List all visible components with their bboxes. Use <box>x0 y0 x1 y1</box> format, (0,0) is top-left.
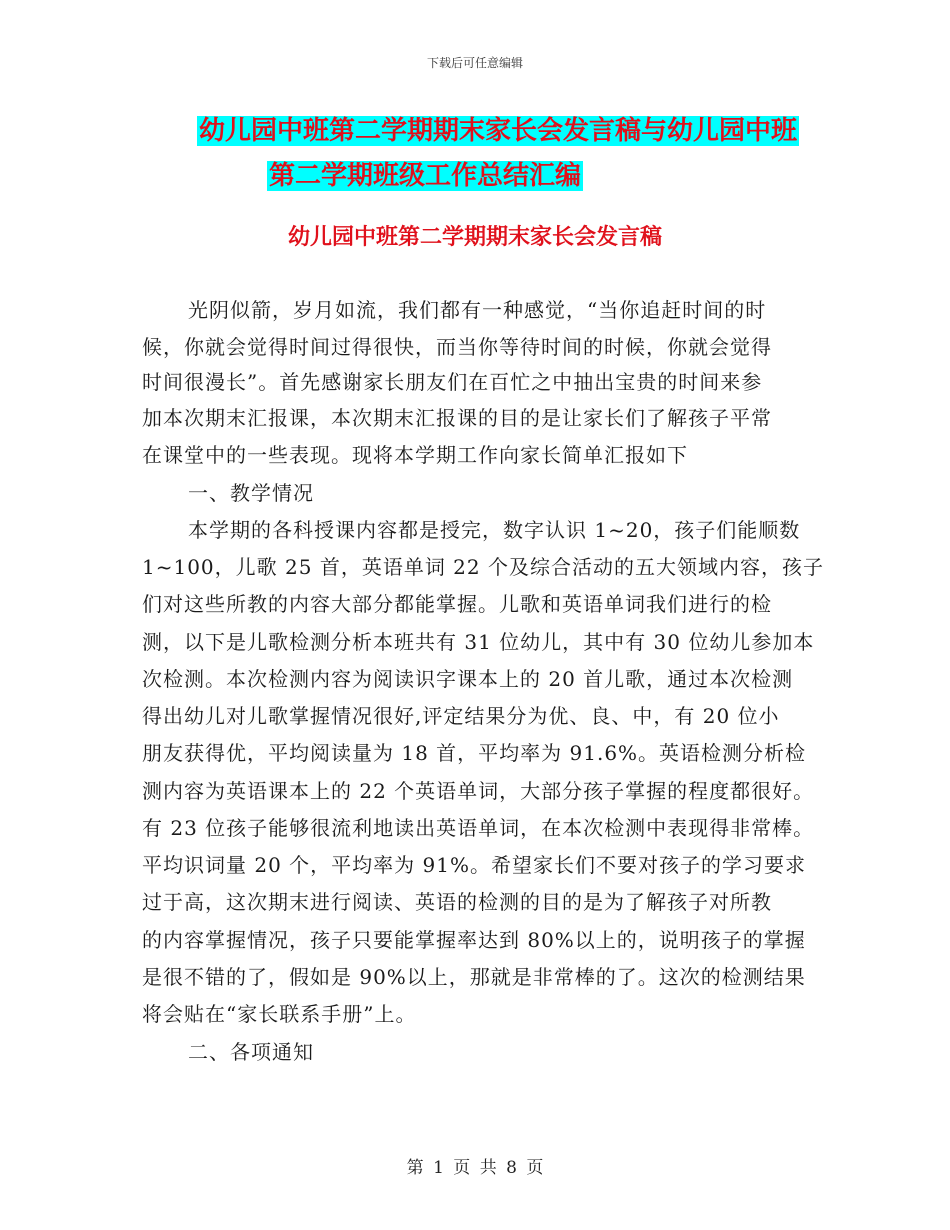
page-header-note: 下载后可任意编辑 <box>426 56 523 70</box>
paragraph-line: 测，以下是儿歌检测分析本班共有 31 位幼儿，其中有 30 位幼儿参加本 <box>142 630 815 654</box>
paragraph-line: 本学期的各科授课内容都是授完，数字认识 1~20，孩子们能顺数 <box>188 518 801 542</box>
paragraph-line: 光阴似箭，岁月如流，我们都有一种感觉，“当你追赶时间的时 <box>188 298 767 322</box>
paragraph-line: 朋友获得优，平均阅读量为 18 首，平均率为 91.6%。英语检测分析检 <box>142 741 807 765</box>
paragraph-line: 们对这些所教的内容大部分都能掌握。儿歌和英语单词我们进行的检 <box>142 592 772 616</box>
paragraph-line: 候，你就会觉得时间过得很快，而当你等待时间的时候，你就会觉得 <box>142 335 772 359</box>
document-title-line-1 <box>23 110 950 152</box>
paragraph-line: 1~100，儿歌 25 首，英语单词 22 个及综合活动的五大领域内容，孩子 <box>142 555 824 579</box>
paragraph-line: 次检测。本次检测内容为阅读识字课本上的 20 首儿歌，通过本次检测 <box>142 667 794 691</box>
heading-notices: 二、各项通知 <box>188 1040 314 1064</box>
paragraph-line: 过于高，这次期末进行阅读、英语的检测的目的是为了解孩子对所教 <box>142 890 772 914</box>
paragraph-line: 平均识词量 20 个，平均率为 91%。希望家长们不要对孩子的学习要求 <box>142 853 806 877</box>
paragraph-line: 将会贴在“家长联系手册”上。 <box>142 1002 417 1026</box>
paragraph-line: 测内容为英语课本上的 22 个英语单词，大部分孩子掌握的程度都很好。 <box>142 779 815 803</box>
heading-teaching: 一、教学情况 <box>188 481 314 505</box>
page-number-footer: 第 1 页 共 8 页 <box>406 1158 544 1178</box>
paragraph-line: 的内容掌握情况，孩子只要能掌握率达到 80%以上的，说明孩子的掌握 <box>142 928 806 952</box>
section-title: 幼儿园中班第二学期期末家长会发言稿 <box>287 225 662 250</box>
paragraph-line: 得出幼儿对儿歌掌握情况很好,评定结果分为优、良、中，有 20 位小 <box>142 704 780 728</box>
paragraph-line: 有 23 位孩子能够很流利地读出英语单词，在本次检测中表现得非常棒。 <box>142 816 815 840</box>
document-title-text-1: 幼儿园中班第二学期期末家长会发言稿与幼儿园中班 <box>198 116 797 146</box>
document-title-line-2 <box>0 155 900 197</box>
document-title-text-2: 第二学期班级工作总结汇编 <box>268 161 581 191</box>
paragraph-line: 是很不错的了，假如是 90%以上，那就是非常棒的了。这次的检测结果 <box>142 965 806 989</box>
paragraph-line: 时间很漫长”。首先感谢家长朋友们在百忙之中抽出宝贵的时间来参 <box>142 370 763 394</box>
paragraph-line: 在课堂中的一些表现。现将本学期工作向家长简单汇报如下 <box>142 443 688 467</box>
paragraph-line: 加本次期末汇报课，本次期末汇报课的目的是让家长们了解孩子平常 <box>142 406 772 430</box>
